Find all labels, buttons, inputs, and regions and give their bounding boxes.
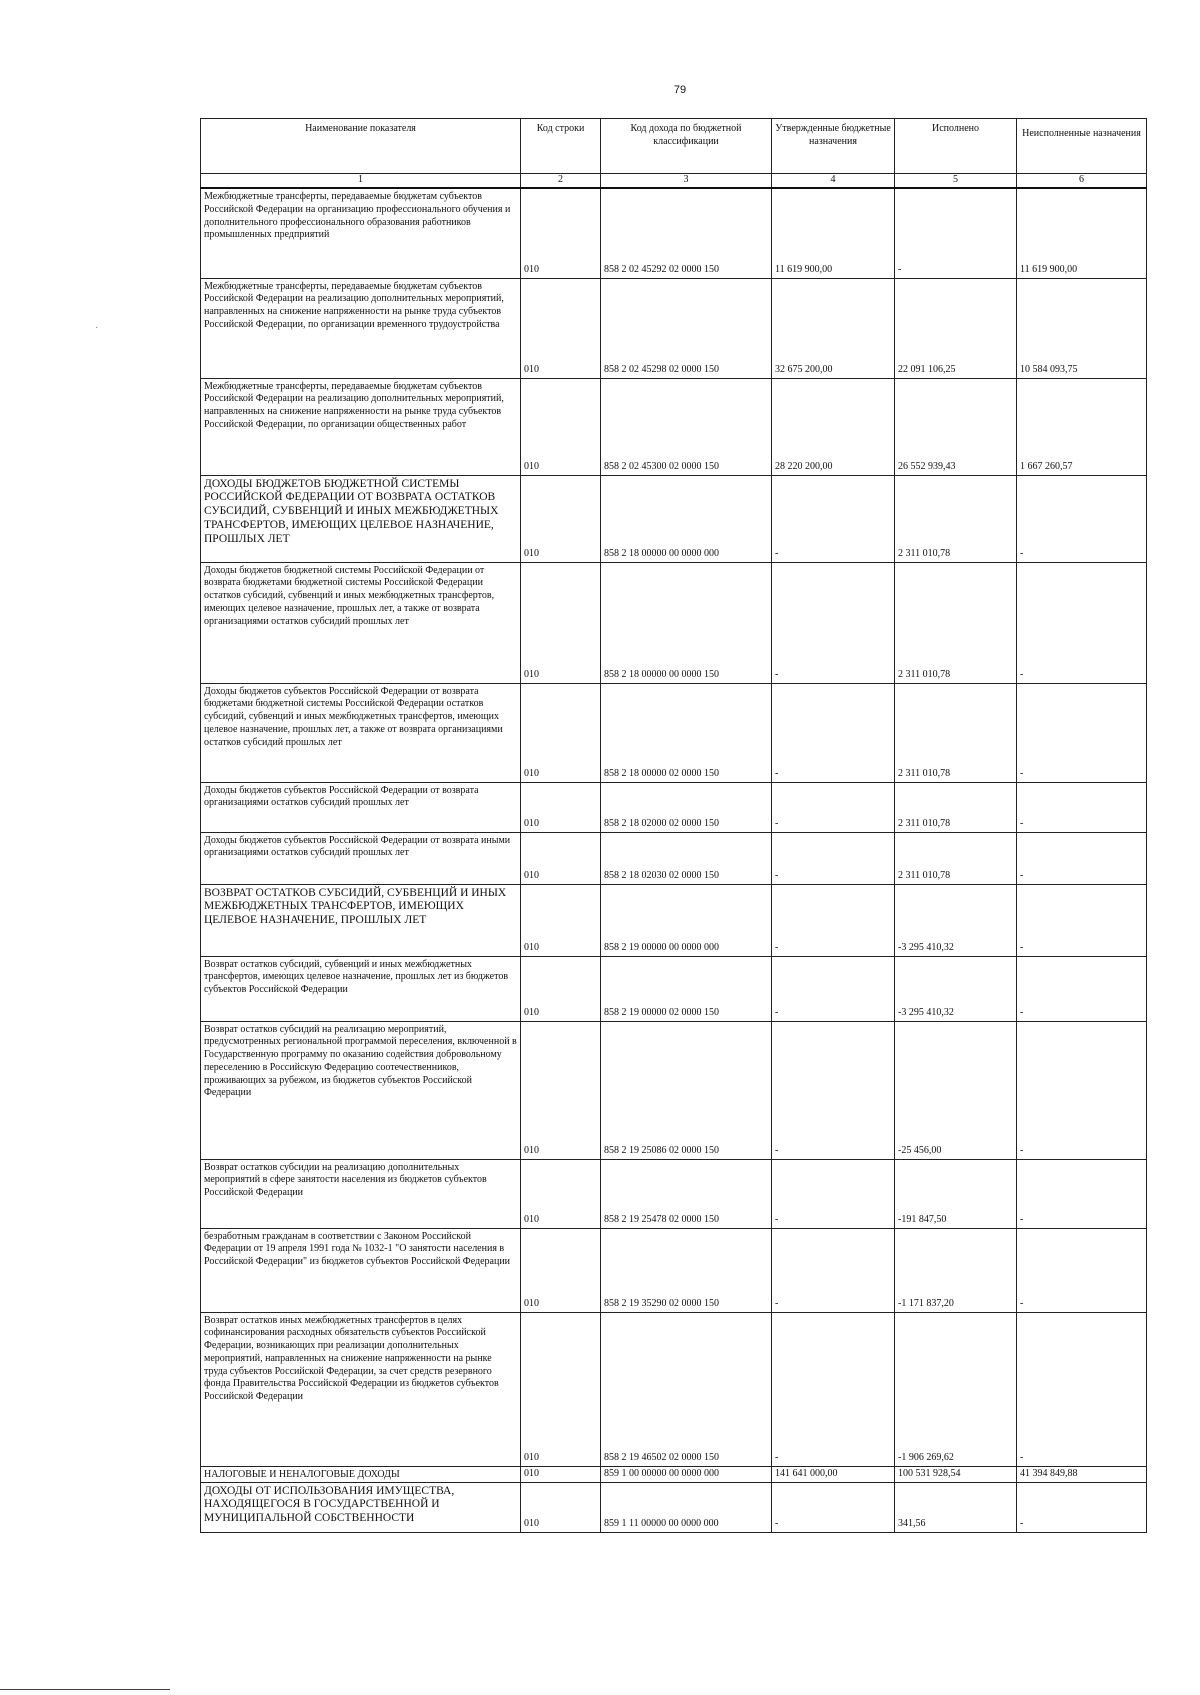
executed-cell: 2 311 010,78	[895, 832, 1017, 884]
approved-cell: 11 619 900,00	[772, 188, 895, 278]
row-code-cell: 010	[521, 1482, 601, 1532]
table-row	[201, 1228, 1147, 1312]
row-name-cell: ВОЗВРАТ ОСТАТКОВ СУБСИДИЙ, СУБВЕНЦИЙ И ИНЫХ МЕЖБЮДЖЕТНЫХ ТРАНСФЕРТОВ, ИМЕЮЩИХ ЦЕЛЕВОЕ НАЗНАЧЕНИЕ, ПРОШЛЫХ ЛЕТ	[201, 884, 521, 956]
executed-cell: 341,56	[895, 1482, 1017, 1532]
row-code-cell: 010	[521, 832, 601, 884]
income-code-cell: 858 2 19 00000 02 0000 150	[601, 956, 772, 1021]
unexecuted-cell: -	[1017, 1482, 1147, 1532]
table-row	[201, 884, 1147, 956]
executed-cell: 2 311 010,78	[895, 562, 1017, 683]
unexecuted-cell: -	[1017, 1021, 1147, 1159]
table-row	[201, 683, 1147, 782]
stray-mark: ·	[95, 322, 99, 333]
unexecuted-cell: -	[1017, 782, 1147, 832]
column-number: 2	[521, 174, 601, 189]
executed-cell: -25 456,00	[895, 1021, 1017, 1159]
header-row-code: Код строки	[521, 119, 601, 174]
approved-cell: -	[772, 475, 895, 562]
unexecuted-cell: -	[1017, 475, 1147, 562]
row-code-cell: 010	[521, 956, 601, 1021]
executed-cell: 22 091 106,25	[895, 278, 1017, 378]
income-code-cell: 858 2 19 00000 00 0000 000	[601, 884, 772, 956]
approved-cell: 32 675 200,00	[772, 278, 895, 378]
header-income-code: Код дохода по бюджетной классификации	[601, 119, 772, 174]
income-code-cell: 858 2 02 45298 02 0000 150	[601, 278, 772, 378]
income-code-cell: 859 1 11 00000 00 0000 000	[601, 1482, 772, 1532]
unexecuted-cell: -	[1017, 956, 1147, 1021]
executed-cell: -3 295 410,32	[895, 884, 1017, 956]
income-code-cell: 858 2 19 25478 02 0000 150	[601, 1159, 772, 1228]
column-number-row	[201, 174, 1147, 189]
column-number: 6	[1017, 174, 1147, 189]
approved-cell: -	[772, 683, 895, 782]
executed-cell: -1 906 269,62	[895, 1312, 1017, 1466]
row-code-cell: 010	[521, 1228, 601, 1312]
row-name-cell: Межбюджетные трансферты, передаваемые бюджетам субъектов Российской Федерации на реализацию дополнительных мероприятий, направленных на снижение напряженности на рынке труда субъектов Российской Федерации, по организации временного трудоустройства	[201, 278, 521, 378]
row-name-cell: Возврат остатков субсидий, субвенций и иных межбюджетных трансфертов, имеющих целевое назначение, прошлых лет из бюджетов субъектов Российской Федерации	[201, 956, 521, 1021]
executed-cell: -	[895, 188, 1017, 278]
executed-cell: 2 311 010,78	[895, 683, 1017, 782]
row-code-cell: 010	[521, 1021, 601, 1159]
row-code-cell: 010	[521, 188, 601, 278]
row-code-cell: 010	[521, 475, 601, 562]
header-executed: Исполнено	[895, 119, 1017, 174]
row-name-cell: ДОХОДЫ ОТ ИСПОЛЬЗОВАНИЯ ИМУЩЕСТВА, НАХОДЯЩЕГОСЯ В ГОСУДАРСТВЕННОЙ И МУНИЦИПАЛЬНОЙ СОБСТВЕННОСТИ	[201, 1482, 521, 1532]
approved-cell: 28 220 200,00	[772, 378, 895, 475]
row-code-cell: 010	[521, 884, 601, 956]
table-row	[201, 956, 1147, 1021]
row-code-cell: 010	[521, 1466, 601, 1482]
executed-cell: -1 171 837,20	[895, 1228, 1017, 1312]
approved-cell: -	[772, 1159, 895, 1228]
column-number: 5	[895, 174, 1017, 189]
income-code-cell: 859 1 00 00000 00 0000 000	[601, 1466, 772, 1482]
table-row	[201, 188, 1147, 278]
table-row	[201, 475, 1147, 562]
page-number: 79	[673, 84, 687, 96]
row-code-cell: 010	[521, 1312, 601, 1466]
table-row	[201, 562, 1147, 683]
row-name-cell: ДОХОДЫ БЮДЖЕТОВ БЮДЖЕТНОЙ СИСТЕМЫ РОССИЙСКОЙ ФЕДЕРАЦИИ ОТ ВОЗВРАТА ОСТАТКОВ СУБСИДИЙ, СУБВЕНЦИЙ И ИНЫХ МЕЖБЮДЖЕТНЫХ ТРАНСФЕРТОВ, ИМЕЮЩИХ ЦЕЛЕВОЕ НАЗНАЧЕНИЕ, ПРОШЛЫХ ЛЕТ	[201, 475, 521, 562]
row-name-cell: Доходы бюджетов субъектов Российской Федерации от возврата бюджетами бюджетной системы Российской Федерации остатков субсидий, субвенций и иных межбюджетных трансфертов, имеющих целевое назначение, прошлых лет, а также от возврата организациями остатков субсидий прошлых лет	[201, 683, 521, 782]
budget-income-table	[200, 118, 1147, 1533]
executed-cell: 26 552 939,43	[895, 378, 1017, 475]
income-code-cell: 858 2 18 00000 00 0000 000	[601, 475, 772, 562]
row-name-cell: НАЛОГОВЫЕ И НЕНАЛОГОВЫЕ ДОХОДЫ	[201, 1466, 521, 1482]
row-name-cell: Межбюджетные трансферты, передаваемые бюджетам субъектов Российской Федерации на организацию профессионального обучения и дополнительного профессионального образования работников промышленных предприятий	[201, 188, 521, 278]
approved-cell: -	[772, 1482, 895, 1532]
unexecuted-cell: 41 394 849,88	[1017, 1466, 1147, 1482]
income-code-cell: 858 2 02 45300 02 0000 150	[601, 378, 772, 475]
table-row	[201, 1021, 1147, 1159]
approved-cell: 141 641 000,00	[772, 1466, 895, 1482]
income-code-cell: 858 2 18 00000 02 0000 150	[601, 683, 772, 782]
executed-cell: 100 531 928,54	[895, 1466, 1017, 1482]
income-code-cell: 858 2 18 02000 02 0000 150	[601, 782, 772, 832]
row-name-cell: Доходы бюджетов субъектов Российской Федерации от возврата организациями остатков субсидий прошлых лет	[201, 782, 521, 832]
income-code-cell: 858 2 19 46502 02 0000 150	[601, 1312, 772, 1466]
unexecuted-cell: -	[1017, 884, 1147, 956]
approved-cell: -	[772, 1021, 895, 1159]
column-number: 1	[201, 174, 521, 189]
unexecuted-cell: -	[1017, 562, 1147, 683]
row-name-cell: Межбюджетные трансферты, передаваемые бюджетам субъектов Российской Федерации на реализацию дополнительных мероприятий, направленных на снижение напряженности на рынке труда субъектов Российской Федерации, по организации общественных работ	[201, 378, 521, 475]
row-name-cell: Возврат остатков иных межбюджетных трансфертов в целях софинансирования расходных обязательств субъектов Российской Федерации, возникающих при реализации дополнительных мероприятий, направленных на снижение напряженности на рынке труда субъектов Российской Федерации, за счет средств резервного фонда Правительства Российской Федерации из бюджетов субъектов Российской Федерации	[201, 1312, 521, 1466]
approved-cell: -	[772, 956, 895, 1021]
executed-cell: -3 295 410,32	[895, 956, 1017, 1021]
table-row	[201, 1312, 1147, 1466]
unexecuted-cell: 1 667 260,57	[1017, 378, 1147, 475]
row-code-cell: 010	[521, 1159, 601, 1228]
table-row	[201, 832, 1147, 884]
income-code-cell: 858 2 18 02030 02 0000 150	[601, 832, 772, 884]
row-name-cell: Возврат остатков субсидий на реализацию мероприятий, предусмотренных региональной программой переселения, включенной в Государственную программу по оказанию содействия добровольному переселению в Российскую Федерацию соотечественников, проживающих за рубежом, из бюджетов субъектов Российской Федерации	[201, 1021, 521, 1159]
income-code-cell: 858 2 18 00000 00 0000 150	[601, 562, 772, 683]
approved-cell: -	[772, 782, 895, 832]
page-bottom-rule	[0, 1689, 170, 1690]
row-name-cell: Возврат остатков субсидии на реализацию дополнительных мероприятий в сфере занятости населения из бюджетов субъектов Российской Федерации	[201, 1159, 521, 1228]
unexecuted-cell: -	[1017, 1159, 1147, 1228]
table-row	[201, 782, 1147, 832]
table-row	[201, 1159, 1147, 1228]
row-name-cell: Доходы бюджетов бюджетной системы Российской Федерации от возврата бюджетами бюджетной системы Российской Федерации остатков субсидий, субвенций и иных межбюджетных трансфертов, имеющих целевое назначение, прошлых лет, а также от возврата организациями остатков субсидий прошлых лет	[201, 562, 521, 683]
header-unexecuted: Неисполненные назначения	[1017, 119, 1147, 174]
row-code-cell: 010	[521, 562, 601, 683]
table-row	[201, 278, 1147, 378]
approved-cell: -	[772, 1312, 895, 1466]
executed-cell: 2 311 010,78	[895, 782, 1017, 832]
income-code-cell: 858 2 19 35290 02 0000 150	[601, 1228, 772, 1312]
header-row	[201, 119, 1147, 174]
unexecuted-cell: 10 584 093,75	[1017, 278, 1147, 378]
executed-cell: 2 311 010,78	[895, 475, 1017, 562]
row-code-cell: 010	[521, 782, 601, 832]
table-row	[201, 1482, 1147, 1532]
income-code-cell: 858 2 02 45292 02 0000 150	[601, 188, 772, 278]
row-name-cell: безработным гражданам в соответствии с Законом Российской Федерации от 19 апреля 1991 года № 1032-1 "О занятости населения в Российской Федерации" из бюджетов субъектов Российской Федерации	[201, 1228, 521, 1312]
unexecuted-cell: 11 619 900,00	[1017, 188, 1147, 278]
column-number: 3	[601, 174, 772, 189]
unexecuted-cell: -	[1017, 1228, 1147, 1312]
unexecuted-cell: -	[1017, 832, 1147, 884]
row-code-cell: 010	[521, 278, 601, 378]
header-approved: Утвержденные бюджетные назначения	[772, 119, 895, 174]
table-row	[201, 1466, 1147, 1482]
unexecuted-cell: -	[1017, 1312, 1147, 1466]
row-code-cell: 010	[521, 378, 601, 475]
approved-cell: -	[772, 1228, 895, 1312]
table-row	[201, 378, 1147, 475]
row-code-cell: 010	[521, 683, 601, 782]
income-code-cell: 858 2 19 25086 02 0000 150	[601, 1021, 772, 1159]
header-name: Наименование показателя	[201, 119, 521, 174]
approved-cell: -	[772, 562, 895, 683]
row-name-cell: Доходы бюджетов субъектов Российской Федерации от возврата иными организациями остатков субсидий прошлых лет	[201, 832, 521, 884]
approved-cell: -	[772, 832, 895, 884]
column-number: 4	[772, 174, 895, 189]
approved-cell: -	[772, 884, 895, 956]
executed-cell: -191 847,50	[895, 1159, 1017, 1228]
unexecuted-cell: -	[1017, 683, 1147, 782]
